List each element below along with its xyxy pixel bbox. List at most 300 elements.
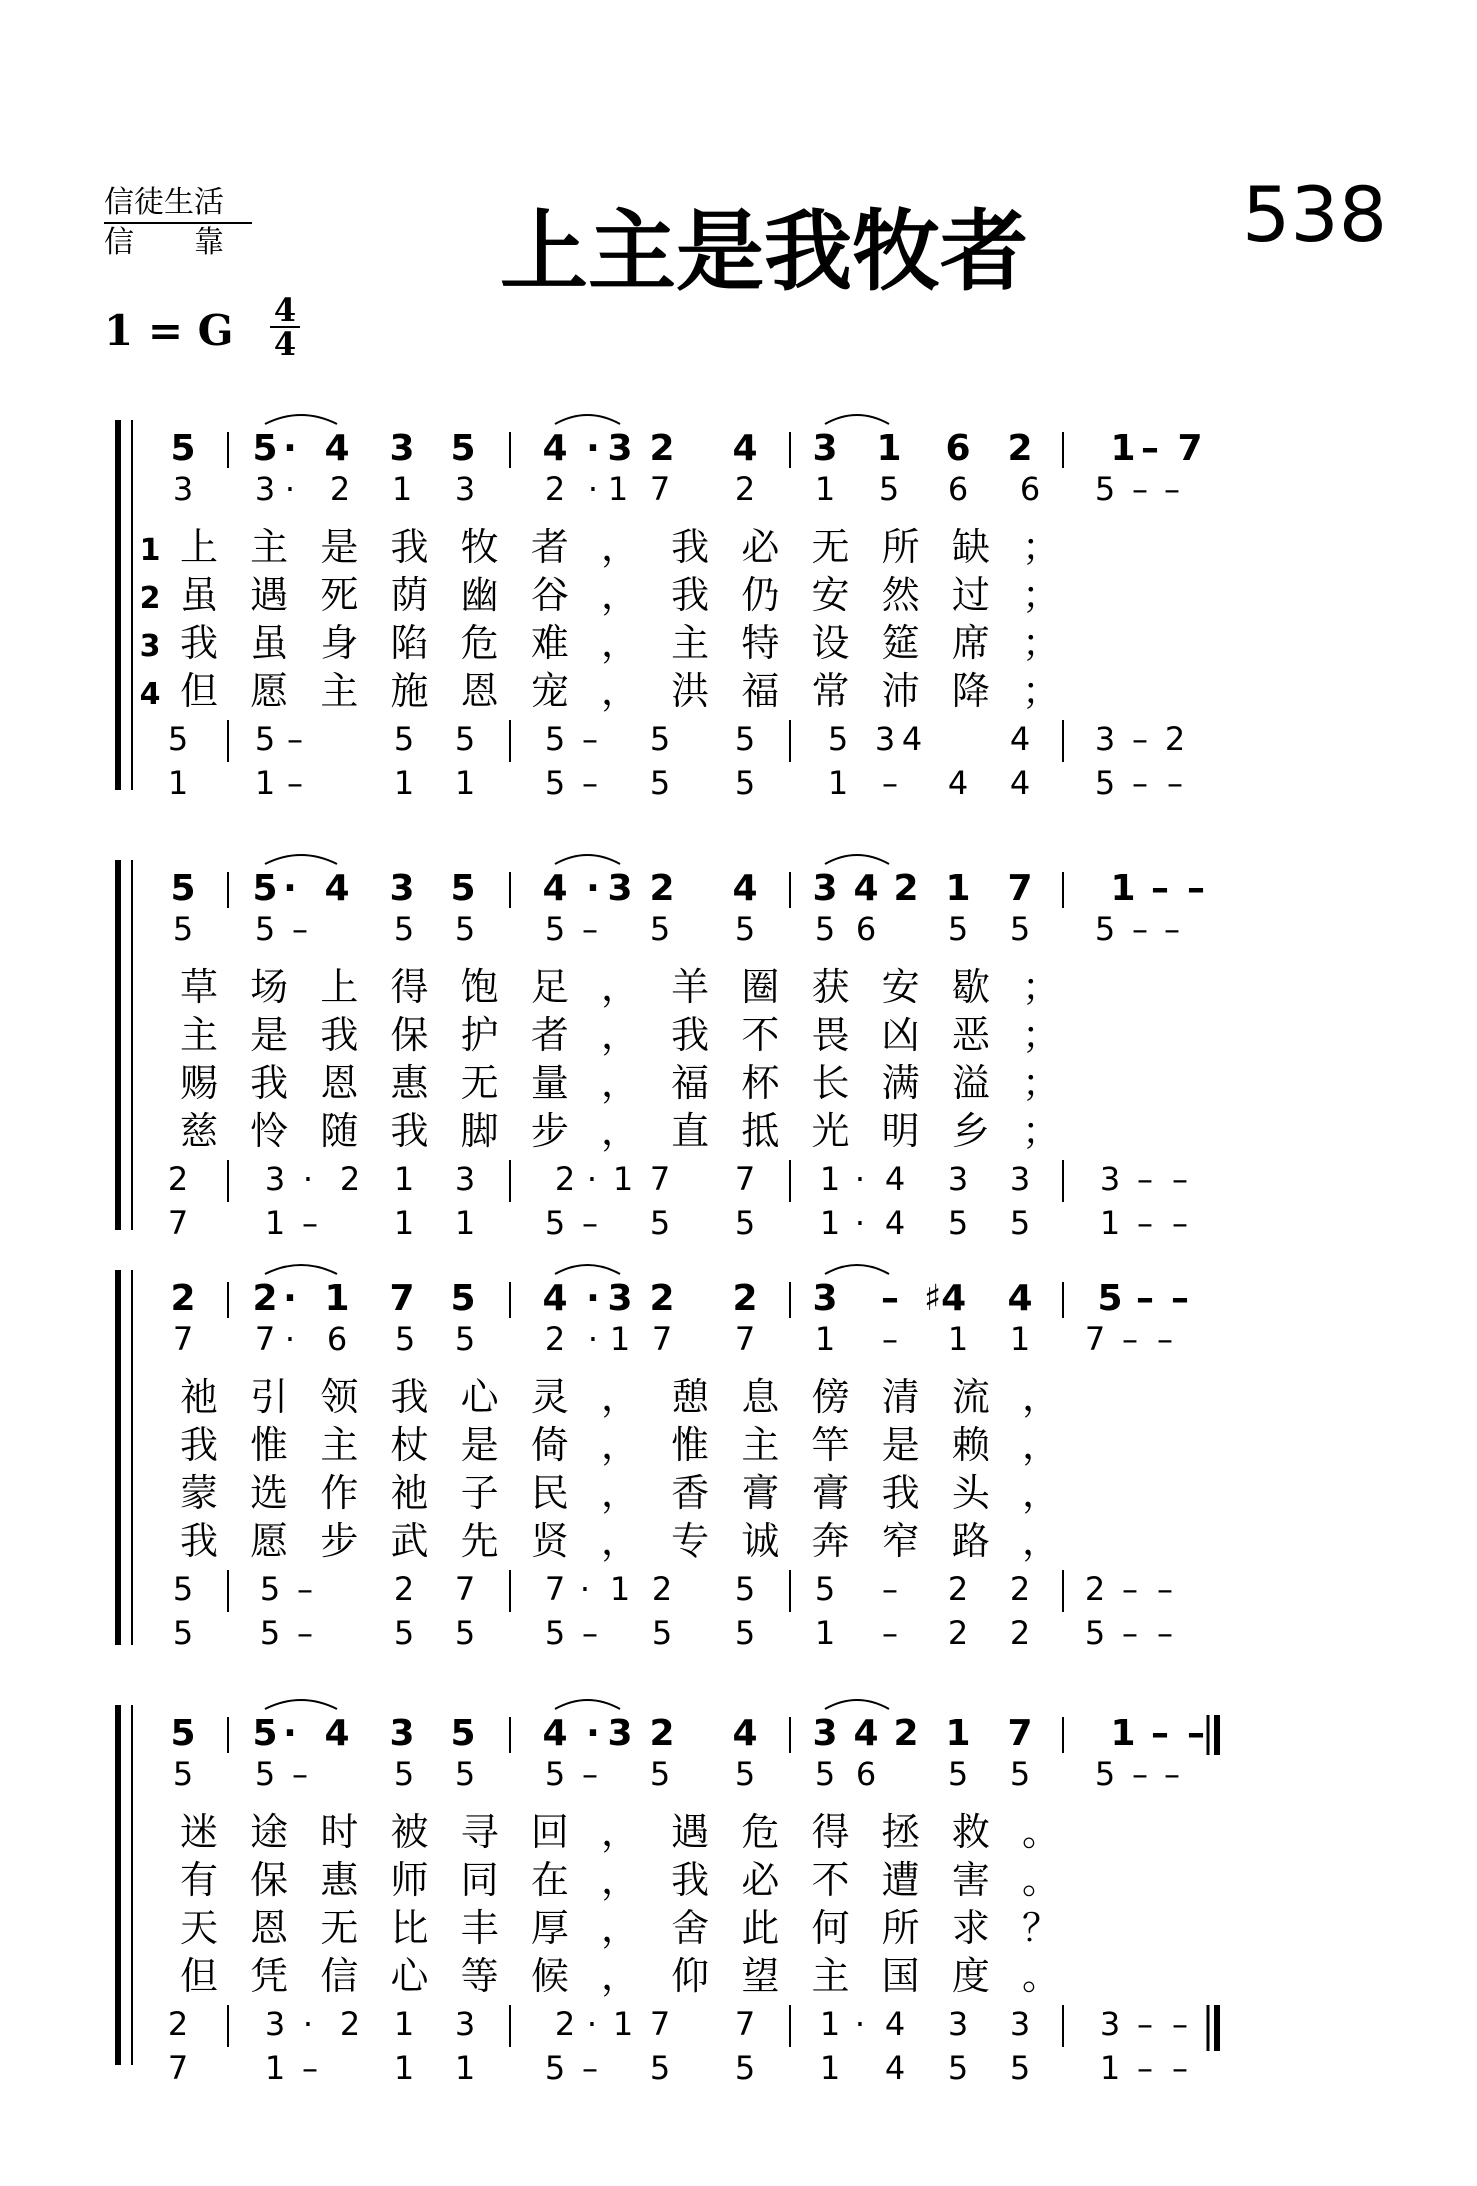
bass-note: 4 [1009,764,1031,802]
bass-note: 1 [819,2049,841,2087]
alto-note: · [587,470,599,508]
melody-note: 4 [732,868,758,909]
melody-note: 7 [389,1278,415,1319]
key-signature: 1 = G [104,306,234,355]
alto-note: 3 [454,470,476,508]
lyric-line: 赐我恩惠无量，福杯长满溢； [180,1061,1060,1105]
bass-note: – [1137,2049,1153,2087]
bass-note: 5 [651,1614,673,1652]
bass-note: – [582,2049,598,2087]
tenor-note: – [1137,2005,1153,2043]
bass-note: 1 [264,2049,286,2087]
alto-note: 6 [1019,470,1041,508]
melody-note: 1 [1110,428,1136,469]
alto-note: 5 [1094,910,1116,948]
bass-note: 5 [172,1614,194,1652]
alto-note: 5 [649,1755,671,1793]
melody-note: 5 [252,1713,278,1754]
alto-note: 7 [1084,1320,1106,1358]
bass-note: 4 [884,1204,906,1242]
tie-arc [825,1700,889,1709]
bass-note: – [302,2049,318,2087]
alto-note: 2 [544,470,566,508]
tenor-note: 3 [264,1160,286,1198]
alto-note: 5 [172,1755,194,1793]
verse-number: 2 [139,581,161,616]
melody-note: · [586,428,600,469]
alto-note: 5 [454,1320,476,1358]
tenor-note: 5 [167,720,189,758]
alto-note: 5 [878,470,900,508]
melody-note: 3 [812,1713,838,1754]
melody-note: 5 [252,868,278,909]
tie-arc [825,1265,889,1274]
tenor-note: – [297,1570,313,1608]
system-bracket [115,420,121,790]
lyric-line: 慈怜随我脚步，直抵光明乡； [180,1109,1060,1153]
verse-number: 4 [139,677,161,712]
tenor-note: 1 [612,2005,634,2043]
tenor-note: 2 [339,2005,361,2043]
bass-note: – [1137,1204,1153,1242]
melody-note: ♯4 [923,1278,967,1319]
lyric-line: 虽遇死荫幽谷，我仍安然过； [180,573,1060,617]
lyric-line: 我愿步武先贤，专诚奔窄路， [180,1519,1060,1563]
alto-note: 5 [947,1755,969,1793]
tenor-note: 3 [1009,1160,1031,1198]
bass-note: · [854,1204,866,1242]
tenor-note: 3 [874,720,896,758]
bass-note: 5 [649,1204,671,1242]
alto-note: 1 [1009,1320,1031,1358]
tenor-note: 5 [259,1570,281,1608]
verse-number: 1 [139,533,161,568]
tenor-note: 7 [454,1570,476,1608]
bass-note: 5 [649,2049,671,2087]
time-signature-bottom: 4 [273,325,297,363]
melody-note: 3 [812,868,838,909]
tie-arc [825,415,889,424]
melody-note: 2 [649,428,675,469]
melody-note: 2 [893,1713,919,1754]
melody-note: 3 [607,868,633,909]
alto-note: 5 [254,910,276,948]
tenor-note: 3 [1099,1160,1121,1198]
hymn-title: 上主是我牧者 [500,200,1029,303]
tenor-note: 3 [947,1160,969,1198]
bass-note: – [1157,1614,1173,1652]
bass-note: – [882,1614,898,1652]
bass-note: – [1167,764,1183,802]
melody-note: 5 [1097,1278,1123,1319]
bass-note: – [1172,1204,1188,1242]
alto-note: 5 [734,910,756,948]
tenor-note: 3 [454,2005,476,2043]
lyric-line: 草场上得饱足，羊圈获安歇； [180,965,1060,1009]
melody-note: 5 [450,1278,476,1319]
tenor-note: 2 [167,1160,189,1198]
tenor-note: 1 [819,2005,841,2043]
tenor-note: 4 [901,720,923,758]
tie-arc [265,1265,337,1274]
bass-note: 1 [814,1614,836,1652]
tenor-note: 5 [172,1570,194,1608]
bass-note: 5 [544,1614,566,1652]
tenor-note: 2 [651,1570,673,1608]
melody-note: – [1187,1713,1205,1754]
tenor-note: 1 [609,1570,631,1608]
melody-note: · [283,1278,297,1319]
bass-note: 2 [1009,1614,1031,1652]
melody-note: 5 [170,868,196,909]
alto-note: 5 [1094,470,1116,508]
alto-note: 5 [393,1755,415,1793]
hymn-number: 538 [1242,170,1388,259]
alto-note: – [582,910,598,948]
melody-note: · [283,428,297,469]
bass-note: 1 [1099,1204,1121,1242]
bass-note: 5 [393,1614,415,1652]
alto-note: · [284,470,296,508]
melody-note: 4 [324,428,350,469]
melody-note: 5 [252,428,278,469]
alto-note: 2 [329,470,351,508]
melody-note: – [1136,1278,1154,1319]
tenor-note: 1 [393,1160,415,1198]
tenor-note: 5 [393,720,415,758]
alto-note: 1 [607,470,629,508]
melody-note: 3 [607,1278,633,1319]
melody-note: 3 [389,428,415,469]
final-barline [1214,1715,1220,1755]
tenor-note: · [579,1570,591,1608]
melody-note: 7 [1007,1713,1033,1754]
melody-note: 4 [732,428,758,469]
melody-note: 5 [170,1713,196,1754]
tie-arc [555,1265,620,1274]
lyric-line: 天恩无比丰厚，舍此何所求？ [180,1906,1060,1950]
melody-note: 4 [324,1713,350,1754]
bass-note: 5 [544,2049,566,2087]
tenor-note: 7 [649,1160,671,1198]
lyric-line: 迷途时被寻回，遇危得拯救。 [180,1810,1060,1854]
tenor-note: · [302,2005,314,2043]
verse-number: 3 [139,629,161,664]
tenor-note: 3 [264,2005,286,2043]
time-signature-top: 4 [270,294,300,328]
lyric-line: 上主是我牧者，我必无所缺； [180,525,1060,569]
melody-note: · [586,1278,600,1319]
melody-note: 4 [542,428,568,469]
bass-note: 1 [254,764,276,802]
bass-note: 1 [167,764,189,802]
tenor-note: 7 [544,1570,566,1608]
melody-note: 5 [450,428,476,469]
alto-note: – [292,1755,308,1793]
bass-note: 5 [454,1614,476,1652]
alto-note: – [1164,910,1180,948]
bass-note: 1 [393,2049,415,2087]
tenor-note: – [1132,720,1148,758]
melody-note: – [881,1278,899,1319]
tenor-note: 5 [734,1570,756,1608]
melody-note: 3 [389,868,415,909]
alto-note: 2 [734,470,756,508]
melody-note: – [1187,868,1205,909]
alto-note: 7 [651,1320,673,1358]
tenor-note: 3 [1099,2005,1121,2043]
bass-note: – [1172,2049,1188,2087]
tenor-note: 5 [734,720,756,758]
bass-note: – [582,764,598,802]
alto-note: 6 [855,1755,877,1793]
alto-note: 3 [254,470,276,508]
bass-note: 5 [947,1204,969,1242]
bass-note: 1 [827,764,849,802]
bass-note: – [582,1614,598,1652]
alto-note: 6 [855,910,877,948]
alto-note: – [1157,1320,1173,1358]
tenor-note: 1 [612,1160,634,1198]
melody-note: 2 [649,1713,675,1754]
melody-note: · [586,1713,600,1754]
bass-note: 5 [947,2049,969,2087]
melody-note: – [1151,1713,1169,1754]
melody-note: 4 [1007,1278,1033,1319]
lyric-line: 但愿主施恩宠，洪福常沛降； [180,669,1060,713]
alto-note: 5 [544,1755,566,1793]
alto-note: 7 [172,1320,194,1358]
tie-arc [265,1700,337,1709]
alto-note: · [284,1320,296,1358]
bass-note: 1 [454,2049,476,2087]
system-bracket [115,1270,121,1645]
tenor-note: 4 [884,1160,906,1198]
alto-note: 7 [254,1320,276,1358]
alto-note: 6 [326,1320,348,1358]
tenor-note: 4 [1009,720,1031,758]
alto-note: 2 [544,1320,566,1358]
bass-note: 5 [259,1614,281,1652]
alto-note: – [1132,470,1148,508]
bass-note: 7 [167,1204,189,1242]
melody-note: 4 [324,868,350,909]
melody-note: 1 [876,428,902,469]
tenor-note: 2 [947,1570,969,1608]
bass-note: 1 [1099,2049,1121,2087]
melody-note: 2 [170,1278,196,1319]
tenor-note: 5 [254,720,276,758]
melody-note: 3 [812,428,838,469]
bass-note: 5 [649,764,671,802]
tenor-note: 2 [554,1160,576,1198]
melody-note: · [283,868,297,909]
melody-note: – [1151,868,1169,909]
tenor-note: 7 [734,2005,756,2043]
alto-note: – [882,1320,898,1358]
alto-note: 1 [814,1320,836,1358]
alto-note: 5 [1009,910,1031,948]
melody-note: – [1171,1278,1189,1319]
melody-note: 3 [607,1713,633,1754]
bass-note: 1 [393,764,415,802]
melody-note: 4 [542,1278,568,1319]
bass-note: 5 [734,764,756,802]
melody-note: 5 [450,1713,476,1754]
alto-note: 6 [947,470,969,508]
alto-note: 1 [391,470,413,508]
tenor-note: – [1172,2005,1188,2043]
tenor-note: 7 [649,2005,671,2043]
tenor-note: 5 [544,720,566,758]
melody-note: 4 [542,1713,568,1754]
tenor-note: 7 [734,1160,756,1198]
melody-note: 7 [1177,428,1203,469]
alto-note: 5 [1094,1755,1116,1793]
alto-note: 7 [649,470,671,508]
bass-note: 4 [947,764,969,802]
melody-note: 2 [649,868,675,909]
tenor-note: 1 [393,2005,415,2043]
bass-note: 5 [1009,1204,1031,1242]
tenor-note: 1 [819,1160,841,1198]
melody-note: 3 [812,1278,838,1319]
bass-note: – [1132,764,1148,802]
system-bracket [115,860,121,1230]
lyric-line: 我虽身陷危难，主特设筵席； [180,621,1060,665]
alto-note: 5 [393,910,415,948]
bass-note: 1 [264,1204,286,1242]
alto-note: 3 [172,470,194,508]
tenor-note: · [302,1160,314,1198]
bass-note: – [302,1204,318,1242]
melody-note: 2 [252,1278,278,1319]
alto-note: – [582,1755,598,1793]
alto-note: 7 [734,1320,756,1358]
melody-note: 1 [1110,1713,1136,1754]
alto-note: 5 [649,910,671,948]
melody-note: 6 [945,428,971,469]
tenor-note: 2 [554,2005,576,2043]
alto-note: 1 [814,470,836,508]
tenor-note: 3 [1009,2005,1031,2043]
lyric-line: 我惟主杖是倚，惟主竿是赖， [180,1423,1060,1467]
alto-note: 5 [734,1755,756,1793]
tenor-note: 2 [1164,720,1186,758]
melody-note: 2 [1007,428,1033,469]
system-bracket [115,1705,121,2065]
tenor-note: · [854,2005,866,2043]
alto-note: 5 [544,910,566,948]
tenor-note: 5 [454,720,476,758]
bass-note: – [1122,1614,1138,1652]
bass-note: 5 [734,1614,756,1652]
melody-note: 5 [170,428,196,469]
tie-arc [265,855,337,864]
bass-note: 4 [884,2049,906,2087]
bass-note: – [287,764,303,802]
bass-note: – [882,764,898,802]
alto-note: – [1122,1320,1138,1358]
alto-note: 1 [609,1320,631,1358]
bass-note: 7 [167,2049,189,2087]
lyric-line: 祂引领我心灵，憩息傍清流， [180,1375,1060,1419]
melody-note: 1 [1110,868,1136,909]
alto-note: 1 [947,1320,969,1358]
alto-note: 5 [394,1320,416,1358]
melody-note: 4 [732,1713,758,1754]
melody-note: · [283,1713,297,1754]
tenor-note: 3 [947,2005,969,2043]
bass-note: 5 [1009,2049,1031,2087]
melody-note: 1 [945,868,971,909]
tenor-note: – [1137,1160,1153,1198]
bass-note: 5 [734,2049,756,2087]
tenor-note: – [1172,1160,1188,1198]
tie-arc [555,1700,620,1709]
tie-arc [825,855,889,864]
tenor-note: · [854,1160,866,1198]
alto-note: 5 [172,910,194,948]
tie-arc [265,415,337,424]
bass-note: 5 [1094,764,1116,802]
alto-note: 5 [814,1755,836,1793]
bass-note: 1 [393,1204,415,1242]
alto-note: – [1132,1755,1148,1793]
bass-note: 1 [819,1204,841,1242]
tenor-note: 5 [827,720,849,758]
tenor-note: 3 [1094,720,1116,758]
tenor-note: – [882,1570,898,1608]
melody-note: 7 [1007,868,1033,909]
lyric-line: 有保惠师同在，我必不遭害。 [180,1858,1060,1902]
melody-note: 4 [542,868,568,909]
melody-note: 2 [732,1278,758,1319]
alto-note: · [587,1320,599,1358]
melody-note: 3 [607,428,633,469]
category-main: 信徒生活 [104,184,252,224]
melody-note: 4 [853,1713,879,1754]
tenor-note: – [287,720,303,758]
bass-note: 5 [544,764,566,802]
tie-arc [555,855,620,864]
melody-note: 5 [450,868,476,909]
lyric-line: 主是我保护者，我不畏凶恶； [180,1013,1060,1057]
bass-note: 5 [734,1204,756,1242]
melody-note: 1 [945,1713,971,1754]
tenor-note: 2 [1084,1570,1106,1608]
tenor-note: 2 [393,1570,415,1608]
tenor-note: – [1157,1570,1173,1608]
tie-arc [555,415,620,424]
bass-note: 2 [947,1614,969,1652]
bass-note: 5 [544,1204,566,1242]
lyric-line: 蒙选作祂子民，香膏膏我头， [180,1471,1060,1515]
alto-note: 5 [454,1755,476,1793]
alto-note: – [1164,1755,1180,1793]
alto-note: 5 [254,1755,276,1793]
melody-note: 1 [324,1278,350,1319]
alto-note: – [1164,470,1180,508]
tenor-note: – [582,720,598,758]
tenor-note: 4 [884,2005,906,2043]
bass-note: – [582,1204,598,1242]
tenor-note: – [1122,1570,1138,1608]
melody-note: 2 [649,1278,675,1319]
alto-note: 5 [947,910,969,948]
bass-note: 5 [1084,1614,1106,1652]
tenor-note: 5 [814,1570,836,1608]
